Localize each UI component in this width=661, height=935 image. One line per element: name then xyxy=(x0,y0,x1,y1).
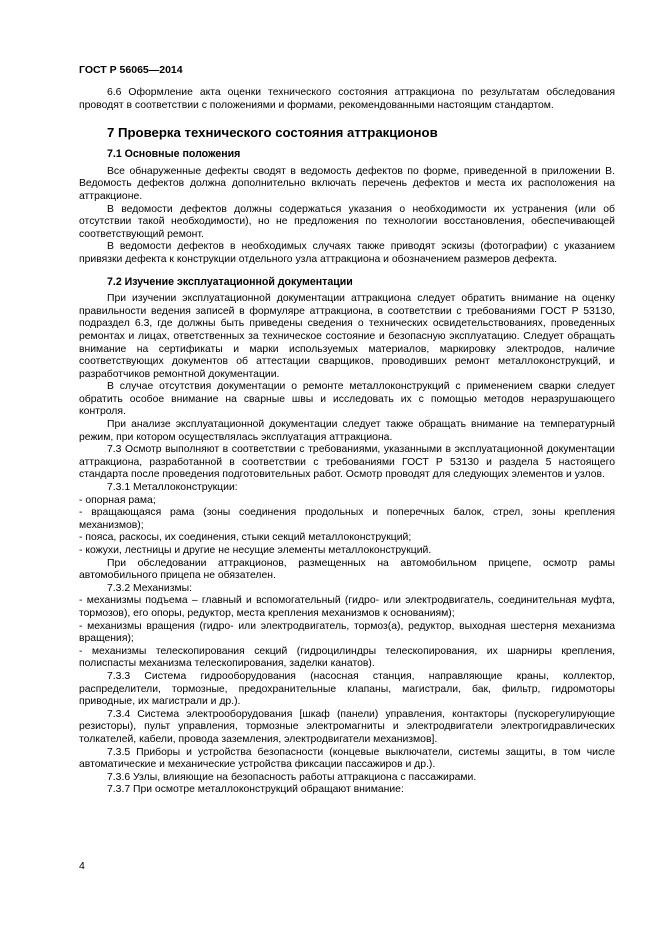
paragraph-7-3-1-note: При обследовании аттракционов, размещенных на автомобильном прицепе, осмотр рамы автомобильного прицепа не обязателен. xyxy=(79,557,615,582)
subsection-7-2-title: 7.2 Изучение эксплуатационной документации xyxy=(107,275,353,288)
page-header: ГОСТ Р 56065—2014 xyxy=(79,64,183,76)
paragraph-7-3-4: 7.3.4 Система электрооборудования [шкаф (панели) управления, контакторы (пускорегулирующие резисторы), пульт управления, тормозные электромагниты и электродвигатели электрогидравлических толкателей, кабели, провода заземления, электродвигатели механизмов]. xyxy=(79,708,615,745)
list-item-7-3-1-a: - опорная рама; xyxy=(79,494,156,506)
section-7-title: 7 Проверка технического состояния аттракционов xyxy=(107,125,438,141)
paragraph-7-3: 7.3 Осмотр выполняют в соответствии с требованиями, указанными в эксплуатационной документации аттракциона, разработанной в соответствии с требованиями ГОСТ Р 53130 и раздела 5 настоящего стандарта после проведения подготовительных работ. Осмотр проводят для следующих элементов и узлов. xyxy=(79,444,615,481)
paragraph-7-3-2: 7.3.2 Механизмы: xyxy=(107,582,192,594)
paragraph-7-3-7: 7.3.7 При осмотре металлоконструкций обращают внимание: xyxy=(107,784,404,796)
list-item-7-3-2-b: - механизмы вращения (гидро- или электродвигатель, тормоз(а), редуктор, выходная шестерня механизма вращения); xyxy=(79,620,615,645)
paragraph-7-3-1: 7.3.1 Металлоконструкции: xyxy=(107,482,238,494)
page-number: 4 xyxy=(79,860,85,872)
subsection-7-1-title: 7.1 Основные положения xyxy=(107,148,241,161)
paragraph-7-3-5: 7.3.5 Приборы и устройства безопасности (концевые выключатели, системы защиты, в том числе автоматические и механические устройства фиксации пассажиров и др.). xyxy=(79,746,615,771)
paragraph-6-6: 6.6 Оформление акта оценки технического состояния аттракциона по результатам обследования проводят в соответствии с положениями и формами, рекомендованными настоящим стандартом. xyxy=(79,87,615,111)
list-item-7-3-1-c: - пояса, раскосы, их соединения, стыки секций металлоконструкций; xyxy=(79,532,412,544)
list-item-7-3-2-c: - механизмы телескопирования секций (гидроцилиндры телескопирования, их шарниры крепления, полиспасты механизма телескопирования, заделки канатов). xyxy=(79,645,615,670)
paragraph-7-1-1: Все обнаруженные дефекты сводят в ведомость дефектов по форме, приведенной в приложении В. Ведомость дефектов должна дополнительно включать перечень дефектов и места их расположения на аттракционе. xyxy=(79,165,615,202)
paragraph-7-2-3: При анализе эксплуатационной документации следует также обращать внимание на температурный режим, при котором осуществлялась эксплуатация аттракциона. xyxy=(79,419,615,443)
paragraph-7-2-2: В случае отсутствия документации о ремонте металлоконструкций с применением сварки следует обратить особое внимание на сварные швы и исследовать их с помощью методов неразрушающего контроля. xyxy=(79,381,615,418)
document-body xyxy=(79,87,615,797)
paragraph-7-3-6: 7.3.6 Узлы, влияющие на безопасность работы аттракциона с пассажирами. xyxy=(107,771,477,783)
paragraph-7-1-2: В ведомости дефектов должны содержаться указания о необходимости их устранения (или об отсутствии такой необходимости), но не предложения по технологии восстановления, обеспечивающей соответствующий ремонт. xyxy=(79,203,615,240)
list-item-7-3-1-b: - вращающаяся рама (зоны соединения продольных и поперечных балок, стрел, зоны крепления механизмов); xyxy=(79,507,615,531)
list-item-7-3-2-a: - механизмы подъема – главный и вспомогательный (гидро- или электродвигатель, соединительная муфта, тормозов), его опоры, редуктор, места крепления механизмов к основаниям); xyxy=(79,595,615,619)
paragraph-7-2-1: При изучении эксплуатационной документации аттракциона следует обратить внимание на оценку правильности ведения записей в формуляре аттракциона, в соответствии с требованиями ГОСТ Р 53130, подраздел 6.3, где должны быть приведены сведения о технических освидетельствованиях, проведенных ремонтах и лицах, ответственных за техническое состояние и безопасную эксплуатацию. Следует обращать внимание на сертификаты и марки используемых материалов, маркировку электродов, наличие соответствующих документов об аттестации сварщиков, проводивших ремонт металлоконструкций, и разработчиков ремонтной документации. xyxy=(79,293,615,380)
list-item-7-3-1-d: - кожухи, лестницы и другие не несущие элементы металлоконструкций. xyxy=(79,545,432,556)
paragraph-7-1-3: В ведомости дефектов в необходимых случаях также приводят эскизы (фотографии) с указанием привязки дефекта к конструкции отдельного узла аттракциона и обозначением размеров дефекта. xyxy=(79,241,615,265)
paragraph-7-3-3: 7.3.3 Система гидрооборудования (насосная станция, направляющие краны, коллектор, распределители, тормозные, предохранительные клапаны, магистрали, бак, фильтр, гидромоторы приводные, их магистрали и др.). xyxy=(79,670,615,708)
